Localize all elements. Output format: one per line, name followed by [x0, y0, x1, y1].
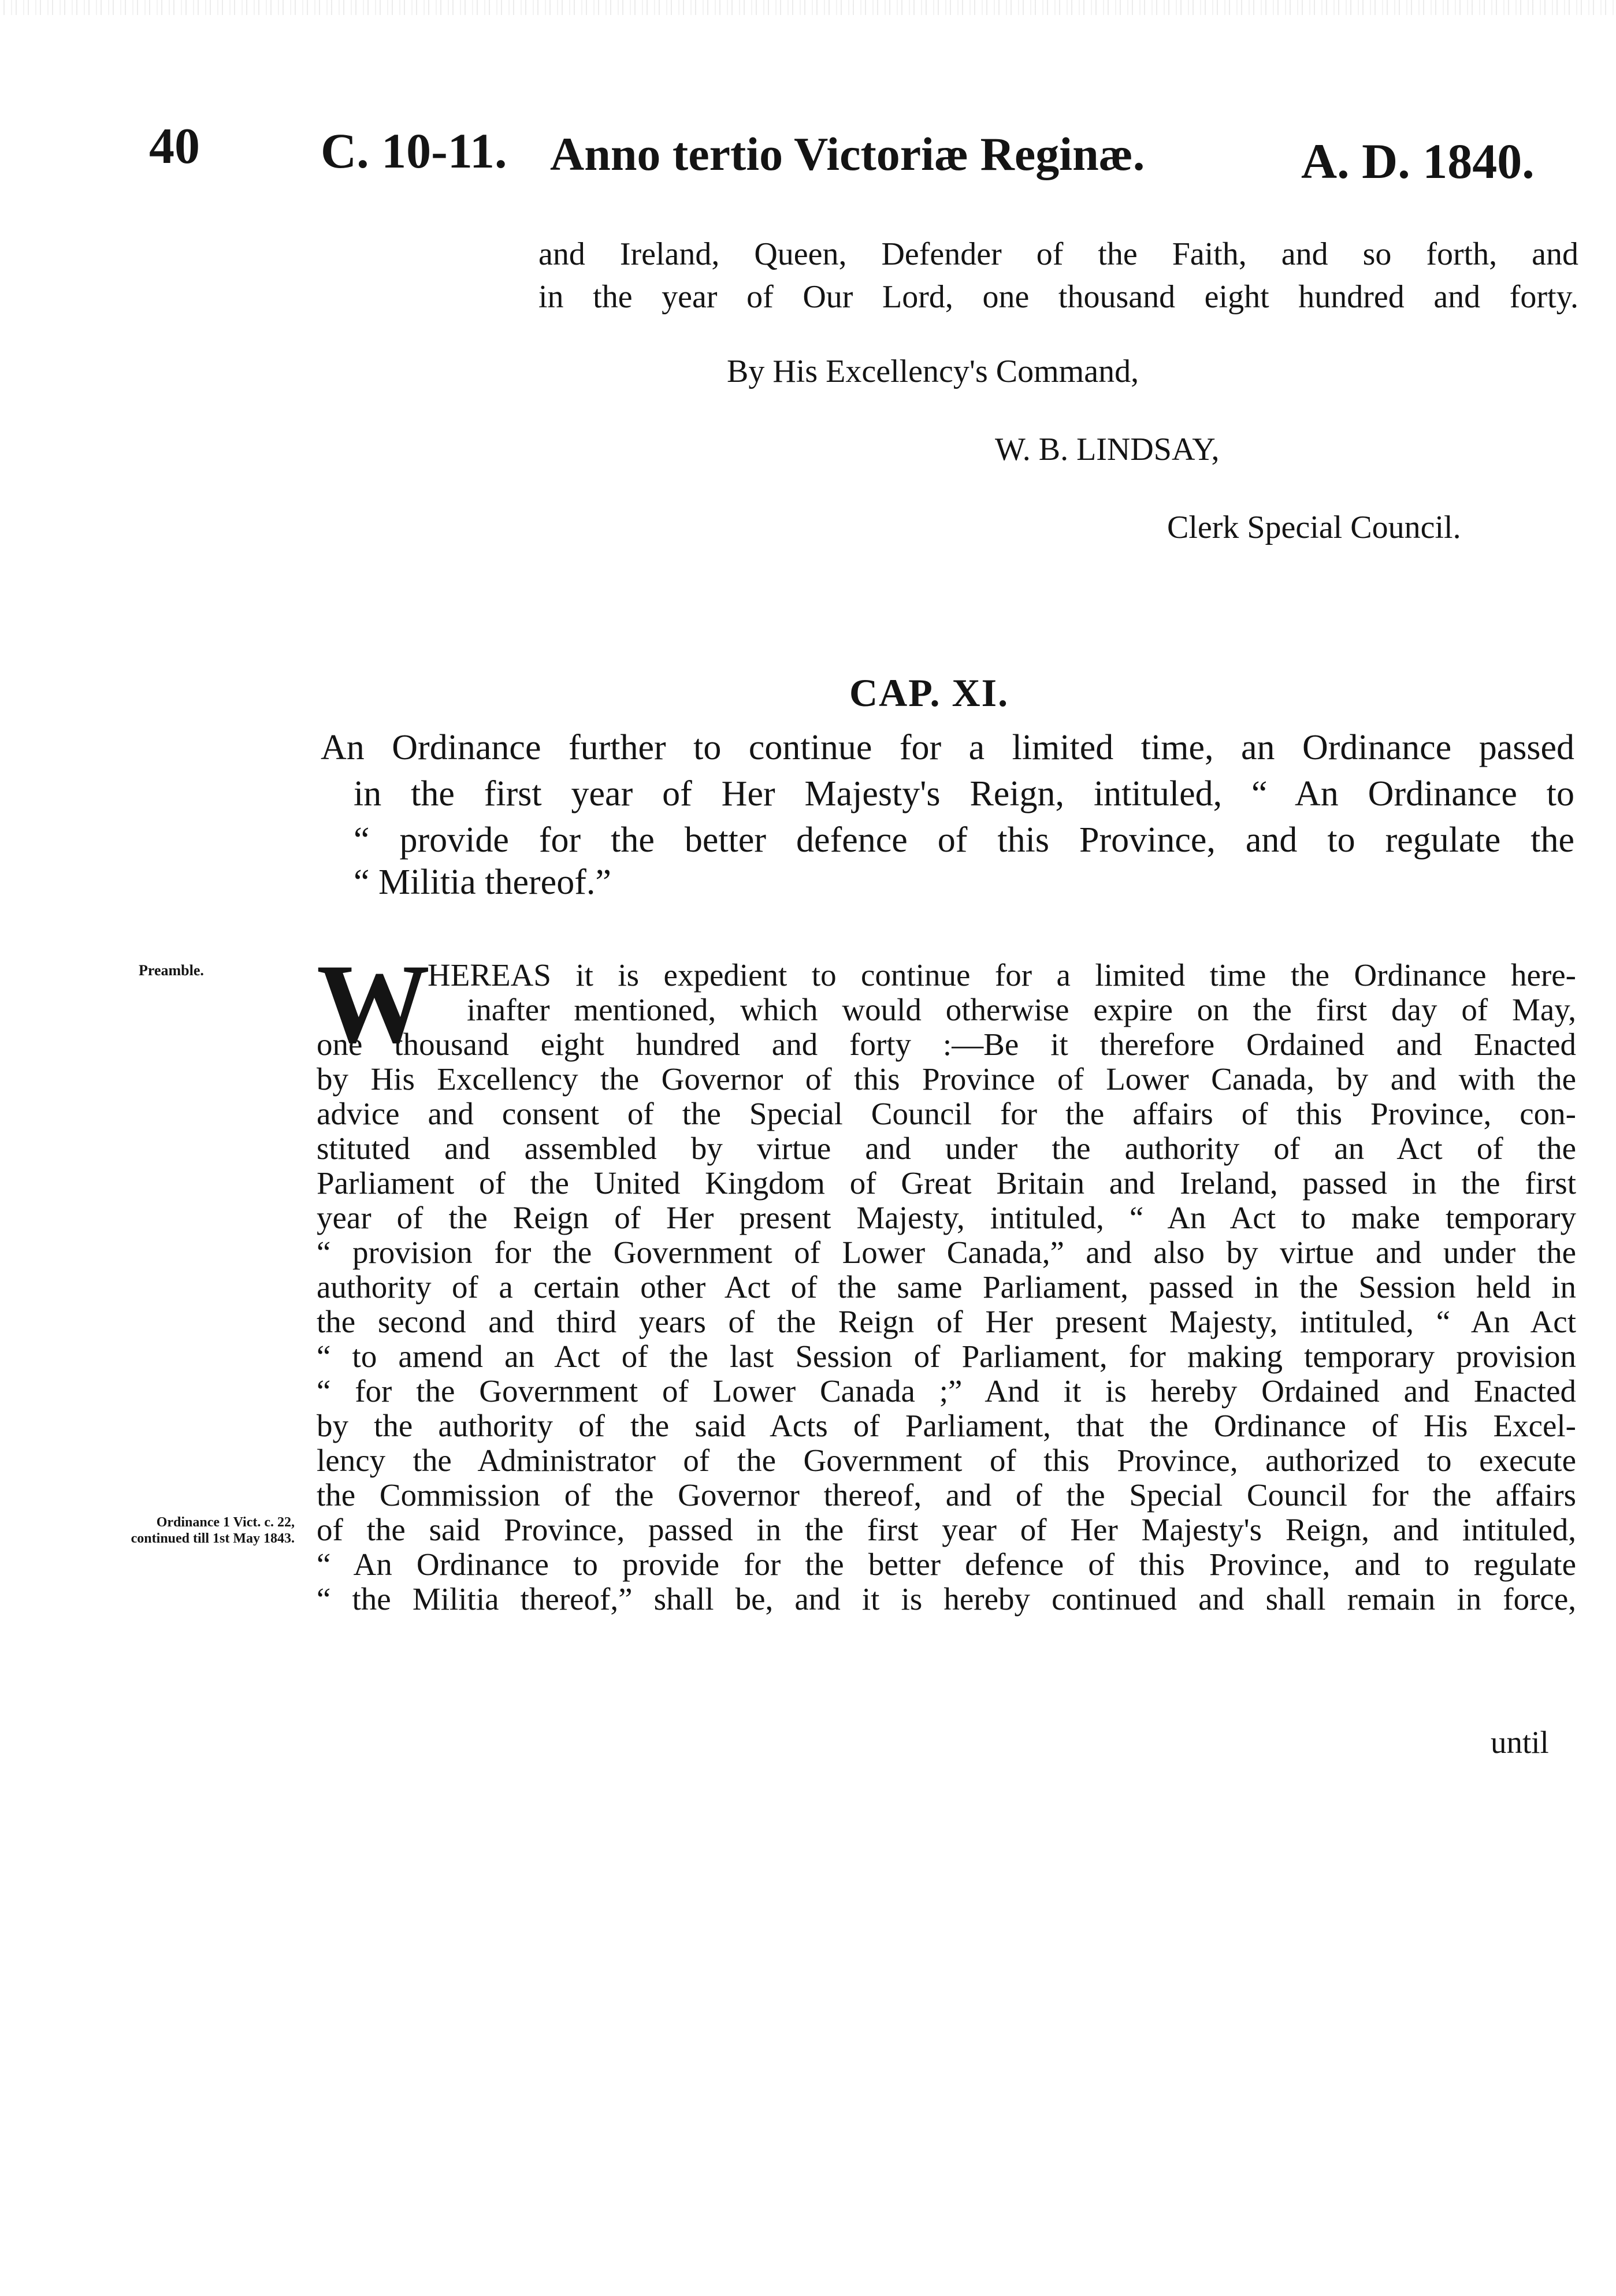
body-text-line: Parliament of the United Kingdom of Great Britain and Ireland, passed in the first — [317, 1165, 1576, 1201]
body-text-line: “ for the Government of Lower Canada ;” And it is hereby Ordained and Enacted — [317, 1373, 1576, 1409]
body-text-line: inafter mentioned, which would otherwise expire on the first day of May, — [467, 992, 1576, 1027]
command-line: By His Excellency's Command, — [727, 354, 1139, 389]
body-text-line: one thousand eight hundred and forty :—Be it therefore Ordained and Enacted — [317, 1027, 1576, 1062]
page-number: 40 — [149, 118, 200, 174]
running-head-chapter: C. 10-11. — [321, 123, 507, 179]
chapter-heading: CAP. XI. — [849, 671, 1009, 715]
body-text-line: year of the Reign of Her present Majesty, intituled, “ An Act to make temporary — [317, 1200, 1576, 1235]
body-text-line: the second and third years of the Reign of Her present Majesty, intituled, “ An Act — [317, 1304, 1576, 1339]
body-text-line: by the authority of the said Acts of Parliament, that the Ordinance of His Excel- — [317, 1408, 1576, 1443]
ordinance-title-line: An Ordinance further to continue for a limited time, an Ordinance passed — [321, 728, 1574, 767]
signatory-title: Clerk Special Council. — [1167, 510, 1461, 545]
ordinance-title-line: “ Militia thereof.” — [354, 863, 611, 902]
margin-note-preamble: Preamble. — [139, 962, 204, 979]
body-text-line: authority of a certain other Act of the same Parliament, passed in the Session held in — [317, 1269, 1576, 1305]
body-text-line: “ provision for the Government of Lower Canada,” and also by virtue and under the — [317, 1235, 1576, 1270]
margin-note-ordinance: Ordinance 1 Vict. c. 22, continued till 1st May 1843. — [131, 1515, 295, 1546]
drop-cap: W — [317, 941, 430, 1067]
body-text-line: “ An Ordinance to provide for the better defence of this Province, and to regulate — [317, 1547, 1576, 1582]
body-text-line: “ to amend an Act of the last Session of Parliament, for making temporary provision — [317, 1339, 1576, 1374]
body-text-line: “ the Militia thereof,” shall be, and it is hereby continued and shall remain in force, — [317, 1581, 1576, 1617]
body-text-line: lency the Administrator of the Government of this Province, authorized to execute — [317, 1443, 1576, 1478]
closing-text-line: and Ireland, Queen, Defender of the Faith, and so forth, and — [538, 236, 1578, 272]
running-head-year: A. D. 1840. — [1301, 133, 1535, 189]
body-text-line: the Commission of the Governor thereof, and of the Special Council for the affairs — [317, 1477, 1576, 1513]
ordinance-title-line: in the first year of Her Majesty's Reign, intituled, “ An Ordinance to — [354, 774, 1574, 813]
body-text-line: stituted and assembled by virtue and under the authority of an Act of the — [317, 1131, 1576, 1166]
signatory-name: W. B. LINDSAY, — [995, 432, 1220, 467]
body-text-line: of the said Province, passed in the first year of Her Majesty's Reign, and intituled, — [317, 1512, 1576, 1547]
running-head-regnal-year: Anno tertio Victoriæ Reginæ. — [550, 128, 1145, 180]
body-text-line: advice and consent of the Special Council for the affairs of this Province, con- — [317, 1096, 1576, 1131]
body-text-line: by His Excellency the Governor of this Province of Lower Canada, by and with the — [317, 1061, 1576, 1097]
closing-text-line: in the year of Our Lord, one thousand eight hundred and forty. — [538, 279, 1578, 315]
body-text-line: HEREAS it is expedient to continue for a limited time the Ordinance here- — [428, 957, 1576, 993]
ordinance-title-line: “ provide for the better defence of this Province, and to regulate the — [354, 820, 1574, 860]
scan-edge-speckle — [0, 0, 1616, 15]
catchword: until — [1491, 1725, 1549, 1760]
